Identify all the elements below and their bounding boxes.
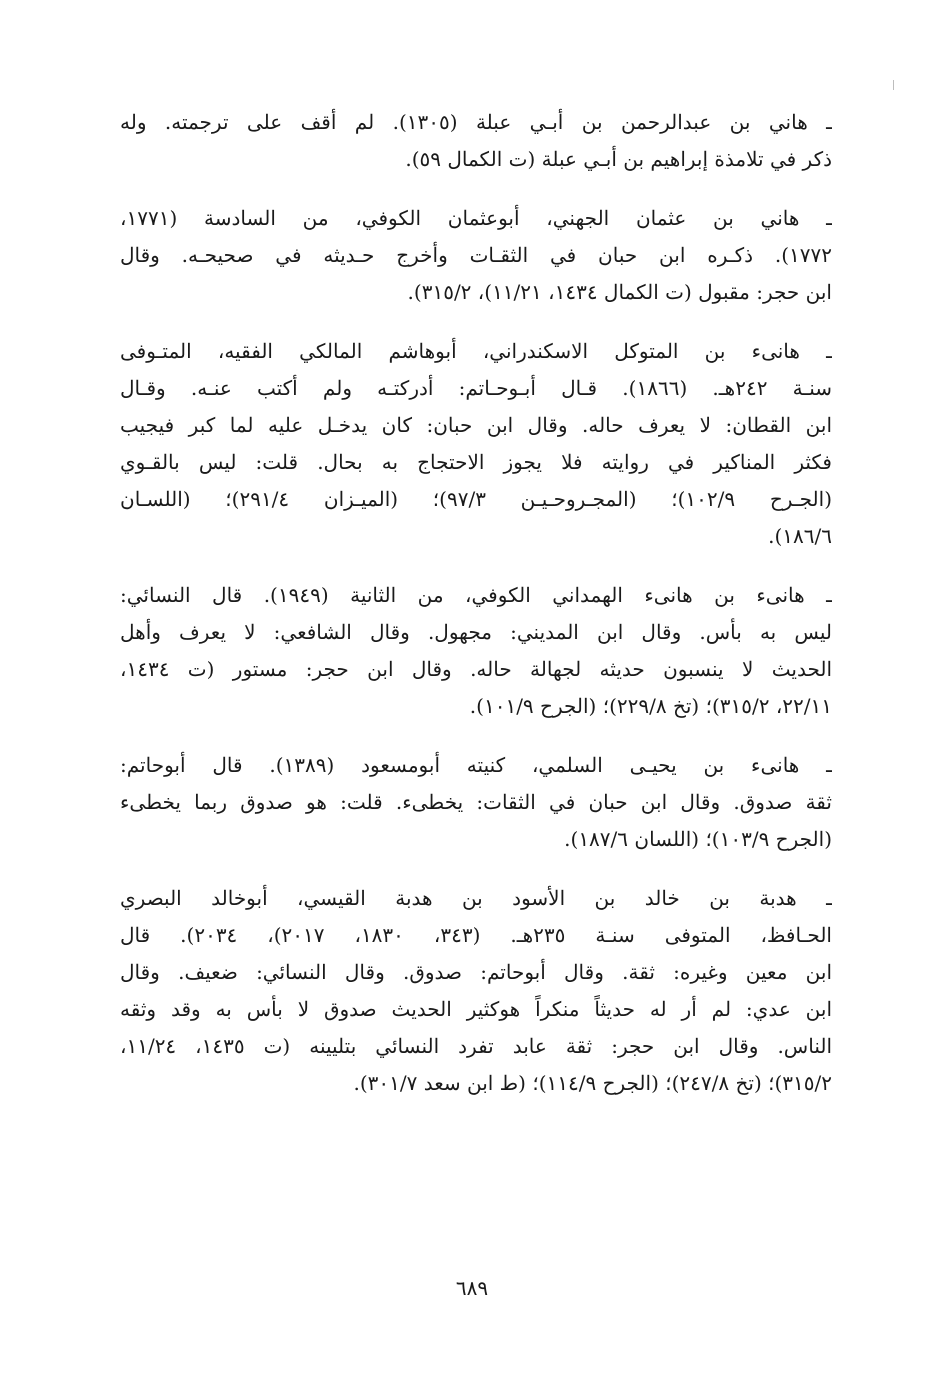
entry-line: ليس به بأس. وقال ابن المديني: مجهول. وقال الشافعي: لا يعرف وأهل <box>120 620 832 644</box>
entry-line: فكثر المناكير في روايته فلا يجوز الاحتجاج به بحال. قلت: ليس بالقـوي <box>120 450 832 474</box>
entry-line: سنـة ٢٤٢هـ. (١٨٦٦). قـال أبـوحـاتم: أدركتـه ولم أكتب عنـه. وقـال <box>120 376 832 400</box>
entry-line: ابن معين وغيره: ثقة. وقال أبوحاتم: صدوق. وقال النسائي: ضعيف. وقال <box>120 960 832 984</box>
entry-hani-ibn-hani <box>120 577 832 725</box>
page-number: ٦٨٩ <box>455 1276 489 1300</box>
entry-line: ـ هاني بن عثمان الجهني، أبوعثمان الكوفي، من السادسة (١٧٧١، <box>120 206 832 230</box>
page-body <box>120 104 832 1124</box>
margin-mark <box>893 80 894 90</box>
entry-hudba-ibn-khalid <box>120 880 832 1102</box>
entry-line: (الجرح ١٠٣/٩)؛ (اللسان ١٨٧/٦). <box>564 827 832 851</box>
entry-line: ابن حجر: مقبول (ت الكمال ١٤٣٤، ١١/٢١)، ٣١٥/٢). <box>407 280 832 304</box>
entry-line: ابن القطان: لا يعرف حاله. وقال ابن حبان: كان يدخـل عليه لما كبر فيجيب <box>120 413 832 437</box>
entry-hani-ibn-al-mutawakkil <box>120 333 832 555</box>
entry-line: (الجـرح ١٠٢/٩)؛ (المجـروحـيـن ٩٧/٣)؛ (الميـزان ٢٩١/٤)؛ (اللسـان <box>120 487 832 511</box>
entry-line: ٢٢/١١، ٣١٥/٢)؛ (تخ ٢٢٩/٨)؛ (الجرح ١٠١/٩). <box>469 694 832 718</box>
entry-line: ١٨٦/٦). <box>768 524 832 548</box>
entry-hani-ibn-uthman <box>120 200 832 311</box>
entry-line: ابن عدي: لم أر له حديثاً منكراً هوكثير الحديث صدوق لا بأس به وقد وثقه <box>120 997 832 1021</box>
entry-line: الناس. وقال ابن حجر: ثقة عابد تفرد النسائي بتليينه (ت ١٤٣٥، ١١/٢٤، <box>120 1034 832 1058</box>
entry-hani-ibn-abdulrahman <box>120 104 832 178</box>
entry-line: ـ هانىء بن يحيـى السلمي، كنيته أبومسعود (١٣٨٩). قال أبوحاتم: <box>120 753 832 777</box>
entry-line: ذكر في تلامذة إبراهيم بن أبـي عبلة (ت الكمال ٥٩). <box>405 147 832 171</box>
entry-line: ـ هانىء بن المتوكل الاسكندراني، أبوهاشم المالكي الفقيه، المتـوفى <box>120 339 832 363</box>
entry-line: الحديث لا ينسبون حديثه لجهالة حاله. وقال ابن حجر: مستور (ت ١٤٣٤، <box>120 657 832 681</box>
entry-line: ثقة صدوق. وقال ابن حبان في الثقات: يخطىء. قلت: هو صدوق ربما يخطىء <box>120 790 832 814</box>
entry-line: ١٧٧٢). ذكـره ابن حبان في الثقـات وأخرج حـديثه في صحيحـه. وقال <box>120 243 832 267</box>
entry-line: ـ هدبة بن خالد بن الأسود بن هدبة القيسي، أبوخالد البصري <box>120 886 832 910</box>
entry-line: ـ هاني بن عبدالرحمن بن أبـي عبلة (١٣٠٥). لم أقف على ترجمته. وله <box>120 110 832 134</box>
entry-line: ـ هانىء بن هانىء الهمداني الكوفي، من الثانية (١٩٤٩). قال النسائي: <box>120 583 832 607</box>
entry-line: ٣١٥/٢)؛ (تخ ٢٤٧/٨)؛ (الجرح ١١٤/٩)؛ (ط ابن سعد ٣٠١/٧). <box>353 1071 832 1095</box>
entry-line: الحـافظ، المتوفى سنـة ٢٣٥هـ. (٣٤٣، ١٨٣٠، ٢٠١٧)، ٢٠٣٤). قال <box>120 923 832 947</box>
entry-hani-ibn-yahya <box>120 747 832 858</box>
